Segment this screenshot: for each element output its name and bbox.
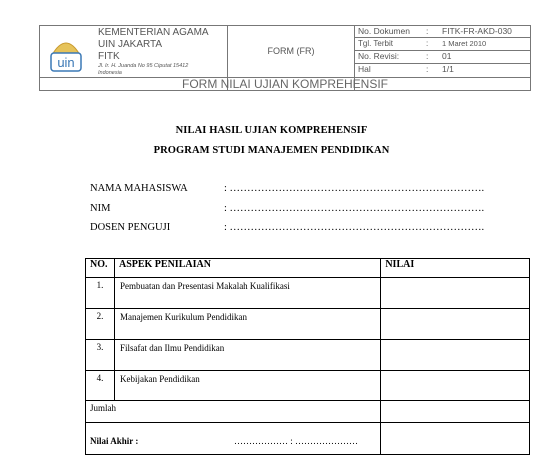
doc-meta xyxy=(355,26,531,77)
row-aspek: Pembuatan dan Presentasi Makalah Kualifikasi xyxy=(114,278,380,309)
row-nilai-cell xyxy=(381,371,530,401)
document-header xyxy=(39,25,531,91)
header-nilai: NILAI xyxy=(381,259,530,278)
nilai-akhir-value-cell xyxy=(381,423,530,455)
field-label-nama: NAMA MAHASISWA xyxy=(90,183,188,194)
row-number: 3. xyxy=(86,340,115,371)
jumlah-label: Jumlah xyxy=(86,401,381,423)
nilai-akhir-value: ……………… : ………………… xyxy=(234,436,359,446)
address-line: Jl. Ir. H. Juanda No 95 Ciputat 15412 xyxy=(98,63,189,69)
nilai-akhir-label: Nilai Akhir : xyxy=(90,436,139,446)
row-nilai-cell xyxy=(381,278,530,309)
header-no: NO. xyxy=(86,259,115,278)
header-aspek: ASPEK PENILAIAN xyxy=(114,259,380,278)
field-value-nim: : ………………………………………………………………. xyxy=(224,203,485,214)
jumlah-value-cell xyxy=(381,401,530,423)
institution-line: KEMENTERIAN AGAMA xyxy=(98,27,209,38)
form-label: FORM (FR) xyxy=(267,46,315,56)
nilai-akhir-row xyxy=(86,423,530,455)
assessment-table xyxy=(85,258,530,455)
field-value-dosen: : ………………………………………………………………. xyxy=(224,222,485,233)
row-aspek: Kebijakan Pendidikan xyxy=(114,371,380,401)
logo-text: uin xyxy=(57,55,75,70)
row-number: 4. xyxy=(86,371,115,401)
uin-logo xyxy=(48,33,84,73)
table-row xyxy=(86,371,530,401)
address-line: Indonesia xyxy=(98,70,122,76)
row-aspek: Manajemen Kurikulum Pendidikan xyxy=(114,309,380,340)
document-subtitle: PROGRAM STUDI MANAJEMEN PENDIDIKAN xyxy=(153,145,390,156)
field-label-dosen: DOSEN PENGUJI xyxy=(90,222,171,233)
row-aspek: Filsafat dan Ilmu Pendidikan xyxy=(114,340,380,371)
doc-meta-row: Tgl. Terbit : 1 Maret 2010 xyxy=(358,39,487,48)
doc-meta-row: Hal : 1/1 xyxy=(358,64,454,74)
row-number: 2. xyxy=(86,309,115,340)
nilai-akhir-cell xyxy=(86,423,381,455)
table-row xyxy=(86,309,530,340)
field-value-nama: : ………………………………………………………………. xyxy=(224,183,485,194)
field-label-nim: NIM xyxy=(90,203,111,214)
row-number: 1. xyxy=(86,278,115,309)
table-row xyxy=(86,278,530,309)
table-header-row xyxy=(86,259,530,278)
doc-meta-row: No. Revisi: : 01 xyxy=(358,51,452,61)
institution-block xyxy=(98,27,228,77)
row-nilai-cell xyxy=(381,340,530,371)
doc-meta-row: No. Dokumen : FITK-FR-AKD-030 xyxy=(358,26,512,36)
row-nilai-cell xyxy=(381,309,530,340)
table-row xyxy=(86,340,530,371)
institution-line: FITK xyxy=(98,51,120,62)
jumlah-row xyxy=(86,401,530,423)
institution-line: UIN JAKARTA xyxy=(98,39,163,50)
document-title: NILAI HASIL UJIAN KOMPREHENSIF xyxy=(175,125,368,136)
form-title: FORM NILAI UJIAN KOMPREHENSIF xyxy=(181,77,389,91)
